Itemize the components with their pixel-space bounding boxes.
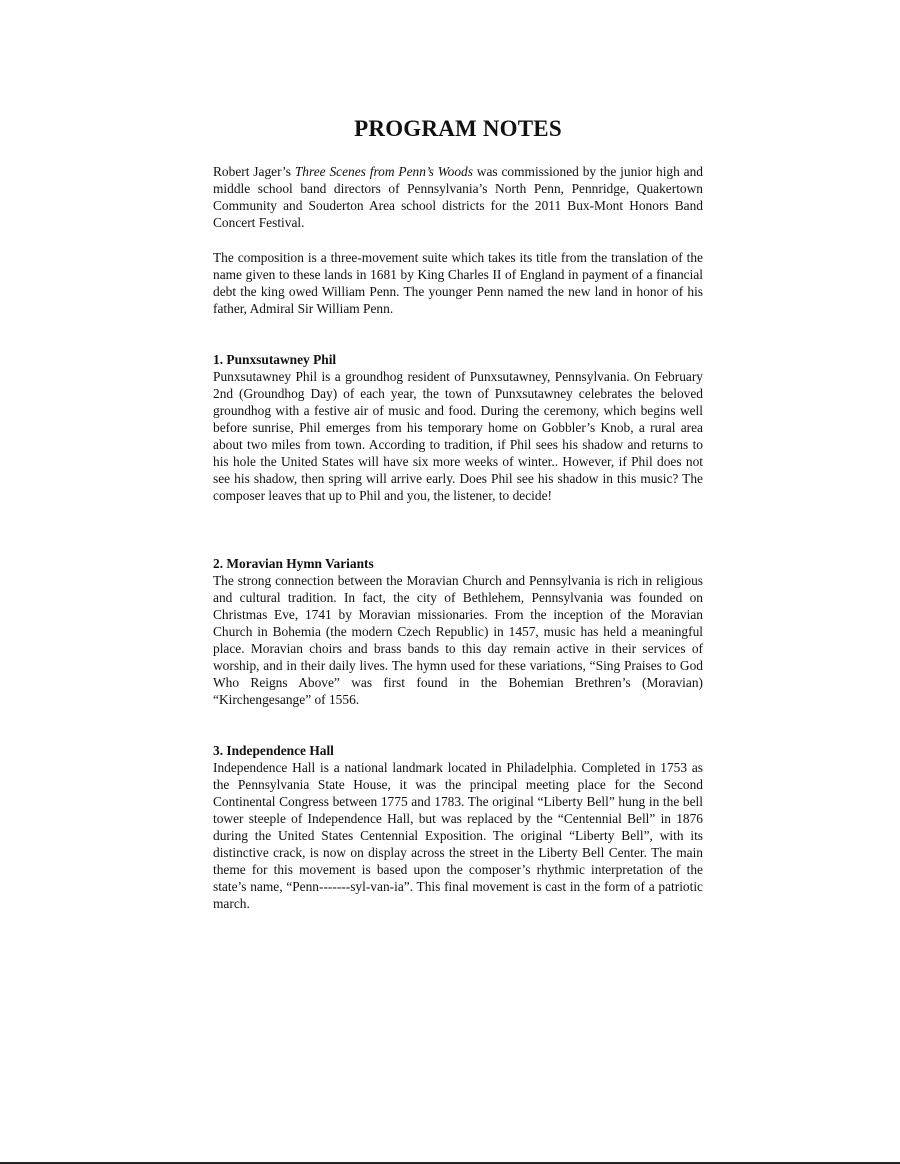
- intro-paragraph-1: [213, 163, 703, 231]
- work-title: Three Scenes from Penn’s Woods: [294, 164, 473, 179]
- intro-suffix: was commissioned by the junior high and middle school band directors of Pennsylvania’s North Penn, Pennridge, Quakertown Community and Souderton Area school districts for the 2011 Bux-Mont Honors Band Concert Festival.: [213, 164, 704, 230]
- movement-3-heading: 3. Independence Hall: [213, 743, 334, 758]
- intro-paragraph-2: The composition is a three-movement suite which takes its title from the translation of the name given to these lands in 1681 by King Charles II of England in payment of a financial debt the king owed William Penn. The younger Penn named the new land in honor of his father, Admiral Sir William Penn.: [213, 250, 703, 316]
- movement-3-text: Independence Hall is a national landmark located in Philadelphia. Completed in 1753 as the Pennsylvania State House, it was the principal meeting place for the Second Continental Congress between 1775 and 1783. The original “Liberty Bell” hung in the bell tower steeple of Independence Hall, but was replaced by the “Centennial Bell” in 1876 during the United States Centennial Exposition. The original “Liberty Bell”, with its distinctive crack, is now on display across the street in the Liberty Bell Center. The main theme for this movement is based upon the composer’s rhythmic interpretation of the state’s name, “Penn-------syl-van-ia”. This final movement is cast in the form of a patriotic march.: [213, 760, 703, 911]
- intro-prefix: Robert Jager’s: [213, 164, 295, 179]
- page-title: PROGRAM NOTES: [354, 116, 562, 141]
- movement-1-text: Punxsutawney Phil is a groundhog resident of Punxsutawney, Pennsylvania. On February 2nd (Groundhog Day) of each year, the town of Punxsutawney celebrates the beloved groundhog with a festive air of music and food. During the ceremony, which begins well before sunrise, Phil emerges from his temporary home on Gobbler’s Knob, a rural area about two miles from town. According to tradition, if Phil sees his shadow and returns to his hole the United States will have six more weeks of winter.. However, if Phil does not see his shadow, then spring will arrive early. Does Phil see his shadow in this music? The composer leaves that up to Phil and you, the listener, to decide!: [213, 369, 703, 503]
- movement-2-text: The strong connection between the Moravian Church and Pennsylvania is rich in religious and cultural tradition. In fact, the city of Bethlehem, Pennsylvania was founded on Christmas Eve, 1741 by Moravian missionaries. From the inception of the Moravian Church in Bohemia (the modern Czech Republic) in 1457, music has held a meaningful place. Moravian choirs and brass bands to this day remain active in their services of worship, and in their daily lives. The hymn used for these variations, “Sing Praises to God Who Reigns Above” was first found in the Bohemian Brethren’s (Moravian) “Kirchengesange” of 1556.: [213, 573, 703, 707]
- movement-1-heading: 1. Punxsutawney Phil: [213, 352, 337, 367]
- movement-2-heading: 2. Moravian Hymn Variants: [213, 556, 374, 571]
